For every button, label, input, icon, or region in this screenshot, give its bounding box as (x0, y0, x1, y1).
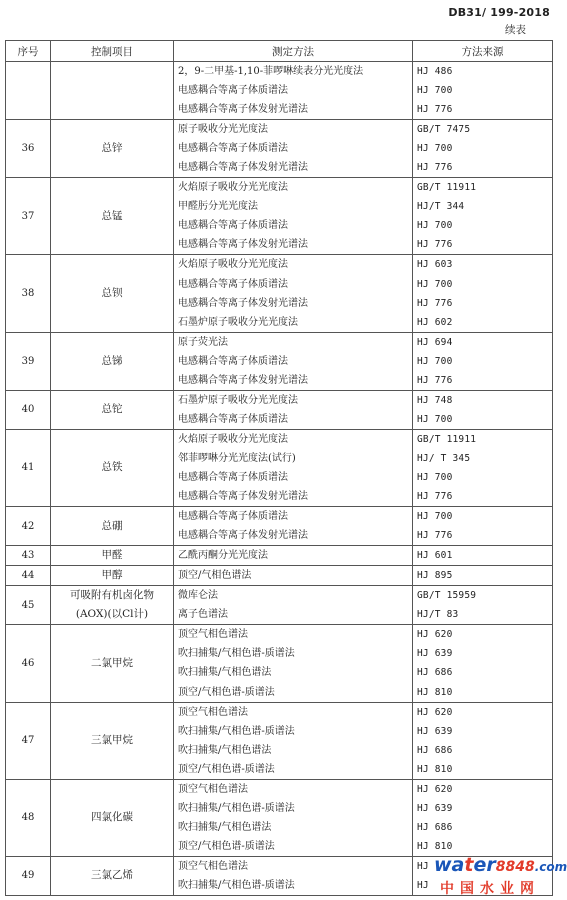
source-line: HJ/T 83 (417, 609, 459, 621)
method-line: 离子色谱法 (178, 609, 228, 621)
control-item: 甲醛 (51, 546, 174, 566)
method-cell (174, 586, 413, 625)
method-cell (174, 178, 413, 255)
row-number: 42 (6, 507, 51, 546)
row-number: 40 (6, 390, 51, 429)
method-cell (174, 625, 413, 702)
method-cell (174, 332, 413, 390)
control-item: 三氯甲烷 (51, 702, 174, 779)
source-line: HJ 776 (417, 297, 453, 309)
table-row (6, 429, 553, 506)
method-line: 顶空气相色谱法 (178, 860, 248, 872)
method-cell (174, 546, 413, 566)
row-number: 39 (6, 332, 51, 390)
row-number (6, 62, 51, 120)
method-line: 火焰原子吸收分光光度法 (178, 433, 288, 445)
watermark-number: 8848 (495, 859, 535, 875)
watermark-logo (434, 854, 567, 898)
method-line: 吹扫捕集/气相色谱法 (178, 667, 272, 679)
source-line: HJ 776 (417, 530, 453, 542)
table-row (6, 586, 553, 625)
method-line: 顶空气相色谱法 (178, 629, 248, 641)
source-line: HJ 700 (417, 355, 453, 367)
column-header-method: 测定方法 (174, 41, 413, 62)
row-number: 43 (6, 546, 51, 566)
source-line: HJ/T 344 (417, 201, 465, 213)
method-cell (174, 62, 413, 120)
source-cell (413, 332, 553, 390)
method-line: 石墨炉原子吸收分光光度法 (178, 394, 298, 406)
method-line: 顶空/气相色谱-质谱法 (178, 763, 275, 775)
source-cell (413, 62, 553, 120)
row-number: 37 (6, 178, 51, 255)
method-line: 吹扫捕集/气相色谱法 (178, 744, 272, 756)
method-line: 顶空气相色谱法 (178, 783, 248, 795)
method-line: 电感耦合等离子体发射光谱法 (178, 162, 308, 174)
table-header-row (6, 41, 553, 62)
source-cell (413, 507, 553, 546)
method-line: 乙酰丙酮分光光度法 (178, 550, 268, 562)
source-cell (413, 120, 553, 178)
table-row (6, 62, 553, 120)
source-line: HJ 700 (417, 220, 453, 232)
method-line: 甲醛肟分光光度法 (178, 201, 258, 213)
source-line: HJ 810 (417, 840, 453, 852)
source-line: HJ (417, 879, 429, 891)
source-line: GB/T 11911 (417, 182, 477, 194)
method-cell (174, 566, 413, 586)
method-line: 电感耦合等离子体质谱法 (178, 413, 288, 425)
control-item: 二氯甲烷 (51, 625, 174, 702)
row-number: 48 (6, 779, 51, 856)
table-row (6, 390, 553, 429)
source-line: HJ 810 (417, 686, 453, 698)
source-line: HJ 639 (417, 802, 453, 814)
source-line: HJ 639 (417, 648, 453, 660)
source-cell (413, 566, 553, 586)
control-item: 三氯乙烯 (51, 856, 174, 895)
method-line: 电感耦合等离子体质谱法 (178, 511, 288, 523)
method-cell (174, 856, 413, 895)
source-line: HJ 620 (417, 629, 453, 641)
watermark-part-b: t (464, 854, 474, 876)
table-row (6, 120, 553, 178)
control-item: 甲醇 (51, 566, 174, 586)
table-row (6, 178, 553, 255)
method-line: 电感耦合等离子体质谱法 (178, 143, 288, 155)
method-line: 电感耦合等离子体发射光谱法 (178, 530, 308, 542)
source-line: HJ/ T 345 (417, 452, 471, 464)
method-line: 电感耦合等离子体质谱法 (178, 220, 288, 232)
column-header-number: 序号 (6, 41, 51, 62)
method-line: 电感耦合等离子体发射光谱法 (178, 374, 308, 386)
method-line: 电感耦合等离子体质谱法 (178, 85, 288, 97)
method-line: 微库仑法 (178, 590, 218, 602)
control-item: 总锑 (51, 332, 174, 390)
table-row (6, 332, 553, 390)
source-line: HJ 895 (417, 570, 453, 582)
control-item: 总铁 (51, 429, 174, 506)
table-body (6, 62, 553, 896)
source-line: HJ 686 (417, 667, 453, 679)
source-line: HJ 700 (417, 471, 453, 483)
method-line: 电感耦合等离子体质谱法 (178, 278, 288, 290)
table-row (6, 255, 553, 332)
method-line: 电感耦合等离子体质谱法 (178, 355, 288, 367)
column-header-source: 方法来源 (413, 41, 553, 62)
method-line: 顶空/气相色谱法 (178, 570, 252, 582)
control-item: 四氯化碳 (51, 779, 174, 856)
source-line: HJ 700 (417, 413, 453, 425)
row-number: 38 (6, 255, 51, 332)
control-item: 可吸附有机卤化物 (AOX)(以Cl计) (51, 586, 174, 625)
source-line: HJ 776 (417, 374, 453, 386)
source-line: GB/T 11911 (417, 433, 477, 445)
source-line: HJ 776 (417, 104, 453, 116)
source-cell (413, 390, 553, 429)
watermark-name: 中国水业网 (440, 881, 540, 897)
table-row (6, 566, 553, 586)
method-line: 电感耦合等离子体发射光谱法 (178, 104, 308, 116)
source-line: HJ 776 (417, 491, 453, 503)
control-item (51, 62, 174, 120)
table-row (6, 546, 553, 566)
method-line: 吹扫捕集/气相色谱-质谱法 (178, 648, 295, 660)
source-line: HJ 686 (417, 744, 453, 756)
method-line: 吹扫捕集/气相色谱-质谱法 (178, 879, 295, 891)
table-row (6, 702, 553, 779)
row-number: 47 (6, 702, 51, 779)
method-cell (174, 120, 413, 178)
method-line: 原子吸收分光光度法 (178, 124, 268, 136)
method-line: 顶空气相色谱法 (178, 706, 248, 718)
row-number: 46 (6, 625, 51, 702)
method-line: 火焰原子吸收分光光度法 (178, 259, 288, 271)
source-cell (413, 586, 553, 625)
watermark-tld: .com (534, 860, 567, 874)
source-line: HJ 686 (417, 821, 453, 833)
table-row (6, 507, 553, 546)
method-line: 吹扫捕集/气相色谱-质谱法 (178, 725, 295, 737)
method-line: 邻菲啰啉分光光度法(试行) (178, 452, 296, 464)
table-row (6, 779, 553, 856)
source-line: HJ 776 (417, 239, 453, 251)
source-cell (413, 702, 553, 779)
method-line: 吹扫捕集/气相色谱-质谱法 (178, 802, 295, 814)
source-cell (413, 178, 553, 255)
source-line: GB/T 15959 (417, 590, 477, 602)
row-number: 44 (6, 566, 51, 586)
source-line: HJ 776 (417, 162, 453, 174)
watermark-part-c: er (473, 854, 496, 876)
method-cell (174, 255, 413, 332)
source-line: HJ (417, 860, 429, 872)
source-line: HJ 748 (417, 394, 453, 406)
method-line: 顶空/气相色谱-质谱法 (178, 840, 275, 852)
source-line: HJ 620 (417, 706, 453, 718)
row-number: 49 (6, 856, 51, 895)
method-line: 2，9-二甲基-1,10-菲啰啉续表分光光度法 (178, 66, 364, 77)
method-cell (174, 507, 413, 546)
method-line: 火焰原子吸收分光光度法 (178, 182, 288, 194)
method-line: 电感耦合等离子体发射光谱法 (178, 297, 308, 309)
source-line: HJ 700 (417, 143, 453, 155)
method-line: 顶空/气相色谱-质谱法 (178, 686, 275, 698)
methods-table (5, 40, 553, 896)
source-line: HJ 620 (417, 783, 453, 795)
method-cell (174, 429, 413, 506)
source-cell (413, 546, 553, 566)
method-line: 电感耦合等离子体发射光谱法 (178, 239, 308, 251)
source-cell (413, 429, 553, 506)
source-cell (413, 779, 553, 856)
table-row (6, 625, 553, 702)
method-cell (174, 702, 413, 779)
method-line: 吹扫捕集/气相色谱法 (178, 821, 272, 833)
control-item: 总铊 (51, 390, 174, 429)
method-line: 电感耦合等离子体质谱法 (178, 471, 288, 483)
source-line: HJ 639 (417, 725, 453, 737)
control-item: 总锌 (51, 120, 174, 178)
row-number: 41 (6, 429, 51, 506)
source-cell (413, 255, 553, 332)
watermark-site (434, 854, 567, 876)
row-number: 45 (6, 586, 51, 625)
source-line: HJ 694 (417, 336, 453, 348)
method-line: 原子荧光法 (178, 336, 228, 348)
control-item: 总硼 (51, 507, 174, 546)
source-line: GB/T 7475 (417, 124, 471, 136)
standard-code: DB31/ 199-2018 (448, 6, 550, 19)
source-line: HJ 601 (417, 550, 453, 562)
source-line: HJ 602 (417, 316, 453, 328)
row-number: 36 (6, 120, 51, 178)
source-line: HJ 700 (417, 85, 453, 97)
control-item: 总钡 (51, 255, 174, 332)
source-cell (413, 625, 553, 702)
source-line: HJ 700 (417, 511, 453, 523)
method-cell (174, 390, 413, 429)
column-header-item: 控制项目 (51, 41, 174, 62)
watermark-part-a: wa (434, 854, 465, 876)
method-line: 电感耦合等离子体发射光谱法 (178, 491, 308, 503)
source-line: HJ 603 (417, 259, 453, 271)
source-line: HJ 810 (417, 763, 453, 775)
continued-label: 续表 (505, 24, 526, 36)
method-cell (174, 779, 413, 856)
method-line: 石墨炉原子吸收分光光度法 (178, 316, 298, 328)
control-item: 总锰 (51, 178, 174, 255)
source-line: HJ 486 (417, 66, 453, 77)
source-line: HJ 700 (417, 278, 453, 290)
